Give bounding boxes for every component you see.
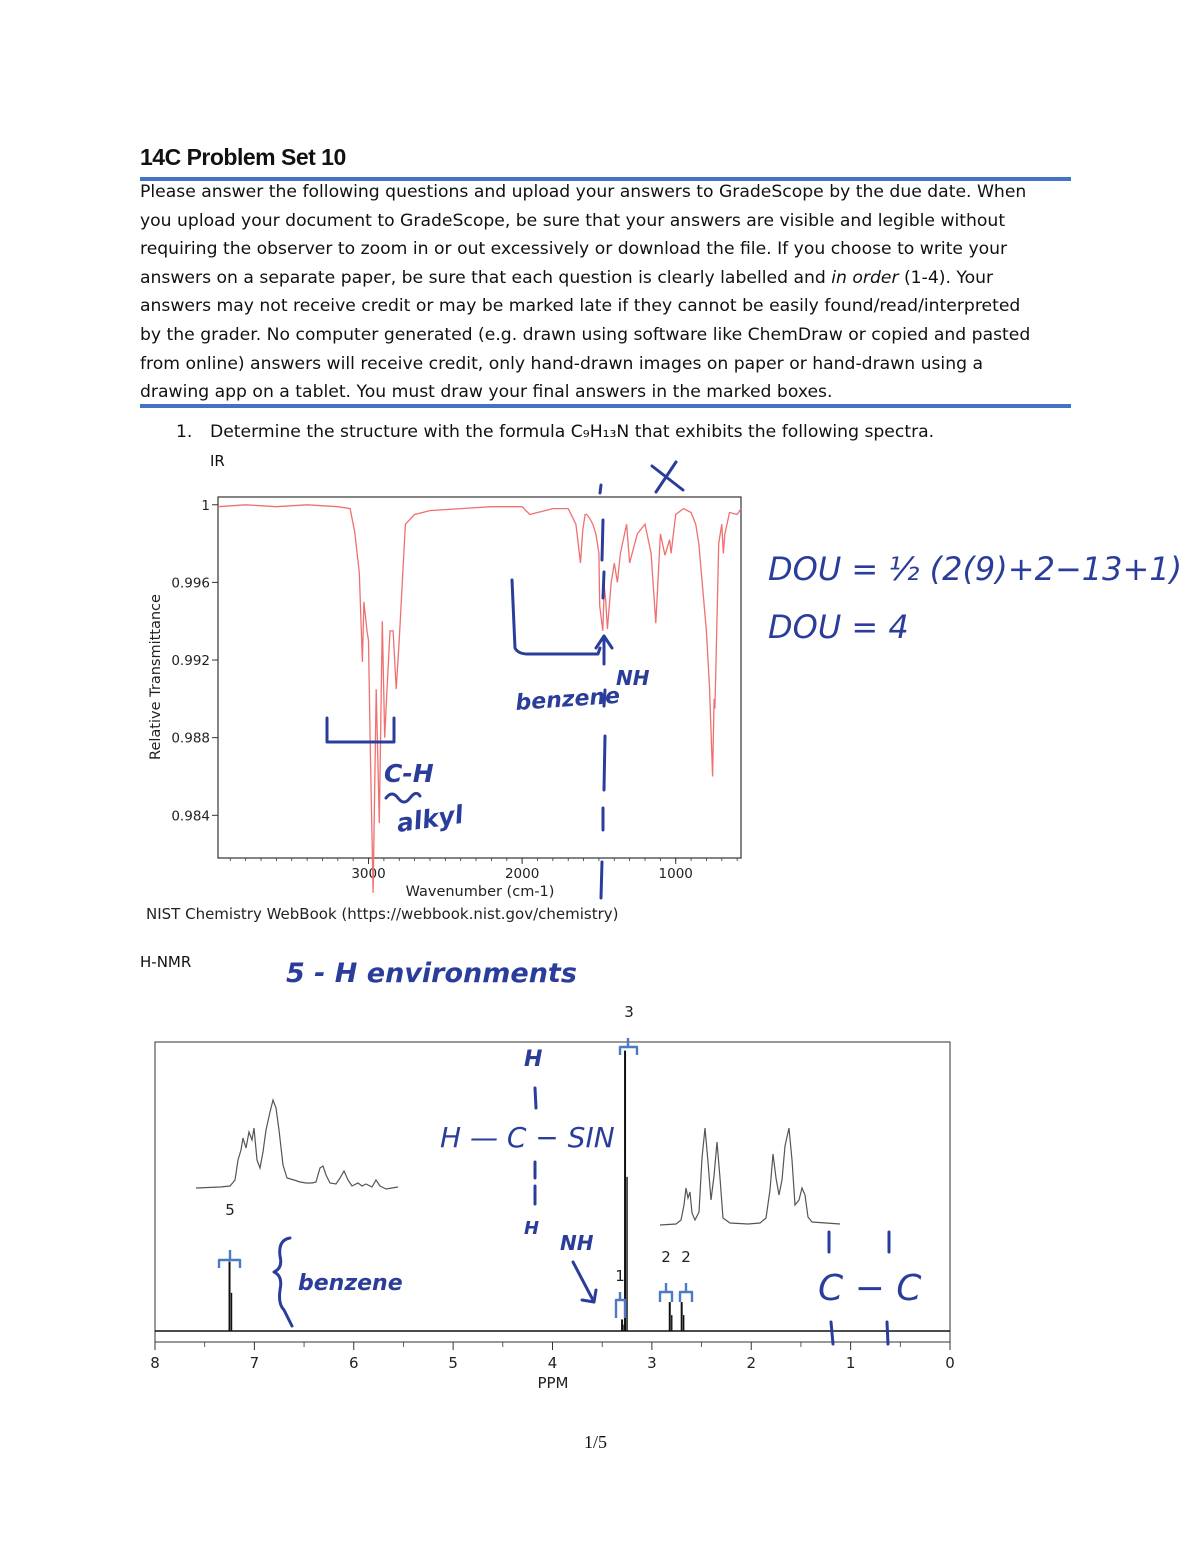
nmr-x-tick-label: 3	[647, 1354, 657, 1372]
benzene-bracket	[512, 580, 600, 654]
ir-nh-note: NH	[616, 666, 650, 690]
instruction-line: from online) answers will receive credit, only hand-drawn images on paper or hand-drawn using a	[140, 353, 984, 374]
nmr-benzene-note: benzene	[298, 1271, 403, 1296]
integration-label-5: 5	[225, 1201, 235, 1219]
dou-formula: DOU = ½ (2(9)+2−13+1)	[768, 550, 1183, 588]
ir-ylabel: Relative Transmittance	[148, 594, 164, 760]
instruction-line: answers on a separate paper, be sure that each question is clearly labelled and in order (1-4). Your	[140, 267, 994, 288]
nmr-x-tick-label: 4	[547, 1354, 558, 1372]
question-number: 1.	[176, 422, 193, 442]
integration-label-2b: 2	[681, 1248, 691, 1266]
cc-note: C − C	[818, 1268, 922, 1309]
instruction-line: Please answer the following questions and upload your answers to GradeScope by the due date. When	[140, 182, 1027, 202]
nmr-x-tick-label: 5	[448, 1354, 458, 1372]
ir-benzene-note: benzene	[514, 683, 621, 716]
ir-source-caption: NIST Chemistry WebBook (https://webbook.nist.gov/chemistry)	[146, 905, 619, 923]
benzene-brace	[274, 1238, 292, 1326]
instruction-line: you upload your document to GradeScope, be sure that your answers are visible and legible without	[140, 210, 1006, 231]
nmr-x-tick-label: 0	[945, 1354, 955, 1372]
nmr-x-tick-label: 6	[348, 1354, 359, 1372]
ir-y-tick-label: 1	[201, 497, 210, 514]
nmr-x-tick-label: 2	[746, 1354, 757, 1372]
nmr-xlabel: PPM	[537, 1374, 569, 1392]
structure-h-bottom: H	[524, 1218, 540, 1239]
nmr-environments-note: 5 - H environments	[286, 958, 577, 989]
ir-xlabel: Wavenumber (cm-1)	[405, 884, 555, 900]
ir-y-tick-label: 0.988	[171, 730, 210, 747]
nmr-x-tick-label: 8	[150, 1354, 160, 1372]
instruction-line: by the grader. No computer generated (e.g. drawn using software like ChemDraw or copied and pasted	[140, 324, 1031, 345]
ir-y-tick-label: 0.996	[171, 575, 210, 592]
nmr-x-tick-label: 1	[845, 1354, 856, 1372]
instruction-line: answers may not receive credit or may be marked late if they cannot be easily found/read/interpreted	[140, 296, 1021, 317]
integration-label-2a: 2	[661, 1248, 671, 1266]
structure-h-top: H	[524, 1047, 543, 1072]
x-mark	[652, 462, 683, 492]
nmr-nh-note: NH	[560, 1231, 594, 1255]
ir-label: IR	[210, 452, 225, 470]
ir-x-tick-label: 3000	[351, 866, 386, 882]
instruction-line: drawing app on a tablet. You must draw your final answers in the marked boxes.	[140, 382, 833, 403]
dou-result: DOU = 4	[768, 608, 909, 646]
ir-y-tick-label: 0.992	[171, 653, 210, 670]
structure-main: H — C − SIN	[440, 1121, 615, 1154]
ch-bracket	[327, 718, 394, 742]
ir-x-tick-label: 2000	[504, 866, 540, 882]
ir-y-tick-label: 0.984	[171, 808, 210, 825]
question-text: Determine the structure with the formula C₉H₁₃N that exhibits the following spectra.	[210, 422, 935, 442]
page-title: 14C Problem Set 10	[140, 144, 346, 170]
page-number: 1/5	[584, 1432, 608, 1452]
ir-ch-note: C-H	[384, 759, 434, 788]
structure-bond-top	[535, 1088, 536, 1108]
nmr-label: H-NMR	[140, 953, 192, 971]
nmr-nh-arrow	[573, 1262, 596, 1302]
ch-squiggle	[386, 793, 420, 802]
ir-alkyl-note: alkyl	[394, 799, 466, 838]
ir-x-tick-label: 1000	[658, 866, 693, 882]
instruction-line: requiring the observer to zoom in or out excessively or download the file. If you choose to write your	[140, 239, 1008, 260]
integration-label-1: 1	[615, 1267, 625, 1285]
integration-label-3: 3	[624, 1003, 634, 1021]
nmr-x-tick-label: 7	[249, 1354, 260, 1372]
